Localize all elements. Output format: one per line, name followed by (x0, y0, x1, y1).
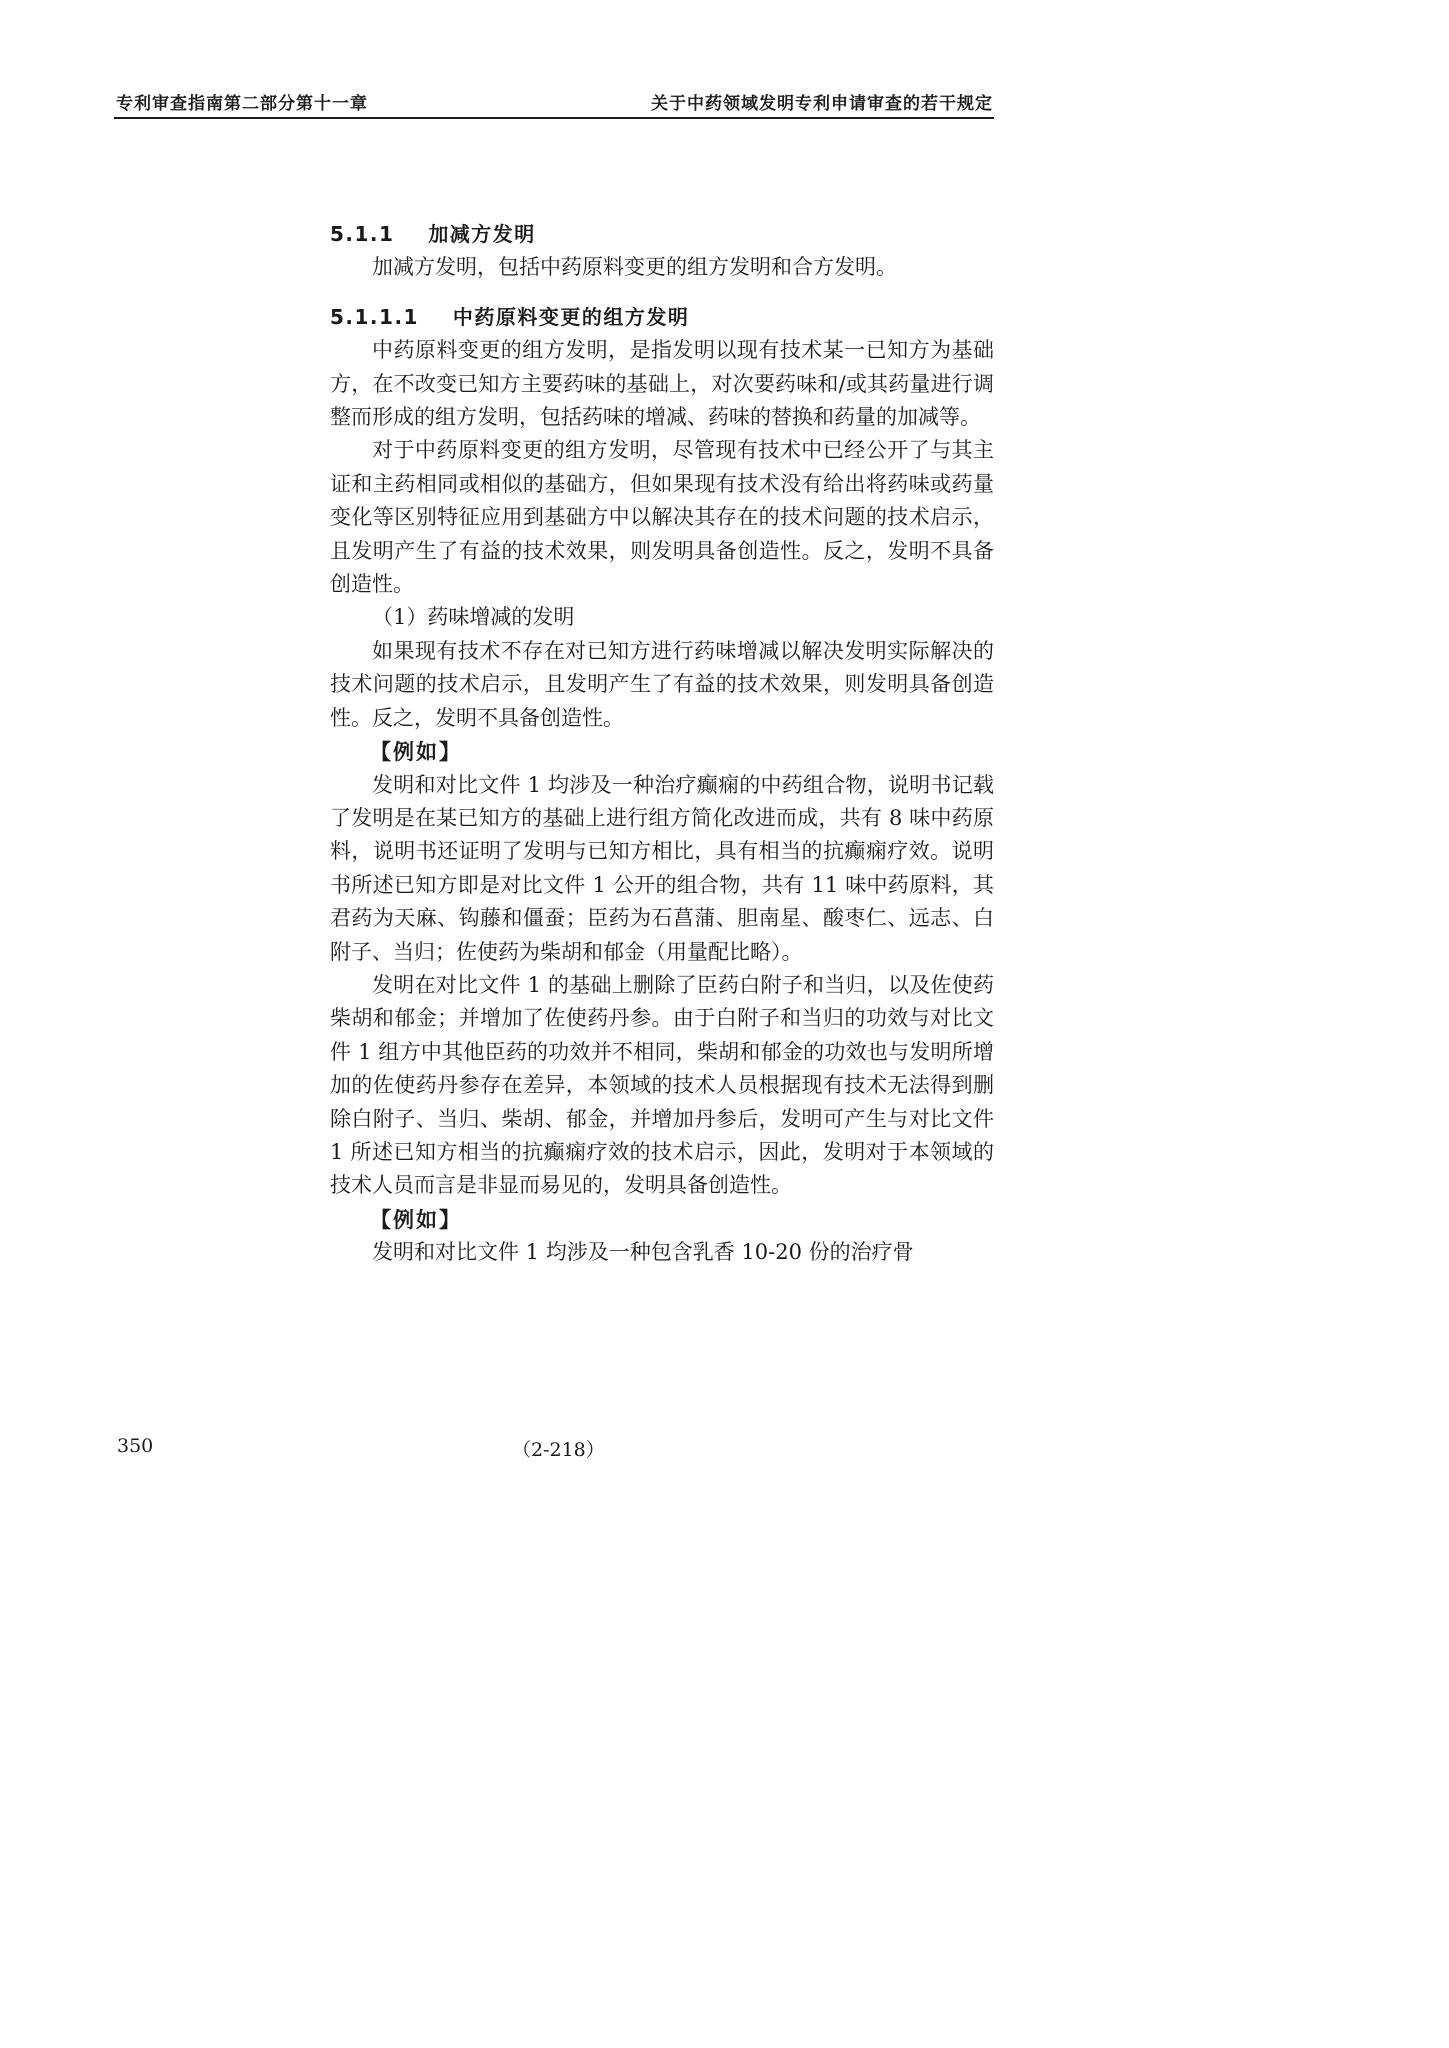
example-label: 【例如】 (370, 739, 462, 765)
page-body (330, 218, 994, 1270)
page-reference: （2-218） (512, 1439, 605, 1461)
running-header-left: 专利审查指南第二部分第十一章 (116, 94, 368, 114)
example-label: 【例如】 (370, 1206, 462, 1232)
header-rule (114, 117, 994, 119)
page-number: 350 (117, 1435, 154, 1457)
paragraph: 如果现有技术不存在对已知方进行药味增减以解决发明实际解决的技术问题的技术启示，且发明产生了有益的技术效果，则发明具备创造性。反之，发明不具备创造性。 (330, 638, 994, 730)
paragraph: 加减方发明，包括中药原料变更的组方发明和合方发明。 (372, 255, 897, 280)
section-number: 5.1.1.1 (330, 304, 419, 329)
section-title: 加减方发明 (428, 222, 536, 246)
paragraph: 对于中药原料变更的组方发明，尽管现有技术中已经公开了与其主证和主药相同或相似的基础方，但如果现有技术没有给出将药味或药量变化等区别特征应用到基础方中以解决其存在的技术问题的技术启示，且发明产生了有益的技术效果，则发明具备创造性。反之，发明不具备创造性。 (330, 438, 994, 597)
section-number: 5.1.1 (330, 222, 395, 246)
paragraph: 发明在对比文件 1 的基础上删除了臣药白附子和当归，以及佐使药柴胡和郁金；并增加了佐使药丹参。由于白附子和当归的功效与对比文件 1 组方中其他臣药的功效并不相同，柴胡和郁金的功效也与发明所增加的佐使药丹参存在差异，本领域的技术人员根据现有技术无法得到删除白附子、当归、柴胡、郁金，并增加丹参后，发明可产生与对比文件 1 所述已知方相当的抗癫痫疗效的技术启示，因此，发明对于本领域的技术人员而言是非显而易见的，发明具备创造性。 (330, 972, 994, 1198)
section-heading-5-1-1-1 (330, 301, 994, 334)
paragraph: 发明和对比文件 1 均涉及一种包含乳香 10-20 份的治疗骨 (372, 1240, 914, 1265)
paragraph: 中药原料变更的组方发明，是指发明以现有技术某一已知方为基础方，在不改变已知方主要药味的基础上，对次要药味和/或其药量进行调整而形成的组方发明，包括药味的增减、药味的替换和药量的加减等。 (330, 338, 994, 430)
section-title: 中药原料变更的组方发明 (452, 304, 690, 329)
running-header-right: 关于中药领域发明专利申请审查的若干规定 (651, 94, 993, 114)
list-item-heading: （1）药味增减的发明 (372, 605, 575, 630)
section-heading-5-1-1 (330, 218, 994, 251)
paragraph: 发明和对比文件 1 均涉及一种治疗癫痫的中药组合物，说明书记载了发明是在某已知方的基础上进行组方简化改进而成，共有 8 味中药原料，说明书还证明了发明与已知方相比，具有相当的抗癫痫疗效。说明书所述已知方即是对比文件 1 公开的组合物，共有 11 味中药原料，其君药为天麻、钩藤和僵蚕；臣药为石菖蒲、胆南星、酸枣仁、远志、白附子、当归；佐使药为柴胡和郁金（用量配比略）。 (330, 772, 994, 964)
